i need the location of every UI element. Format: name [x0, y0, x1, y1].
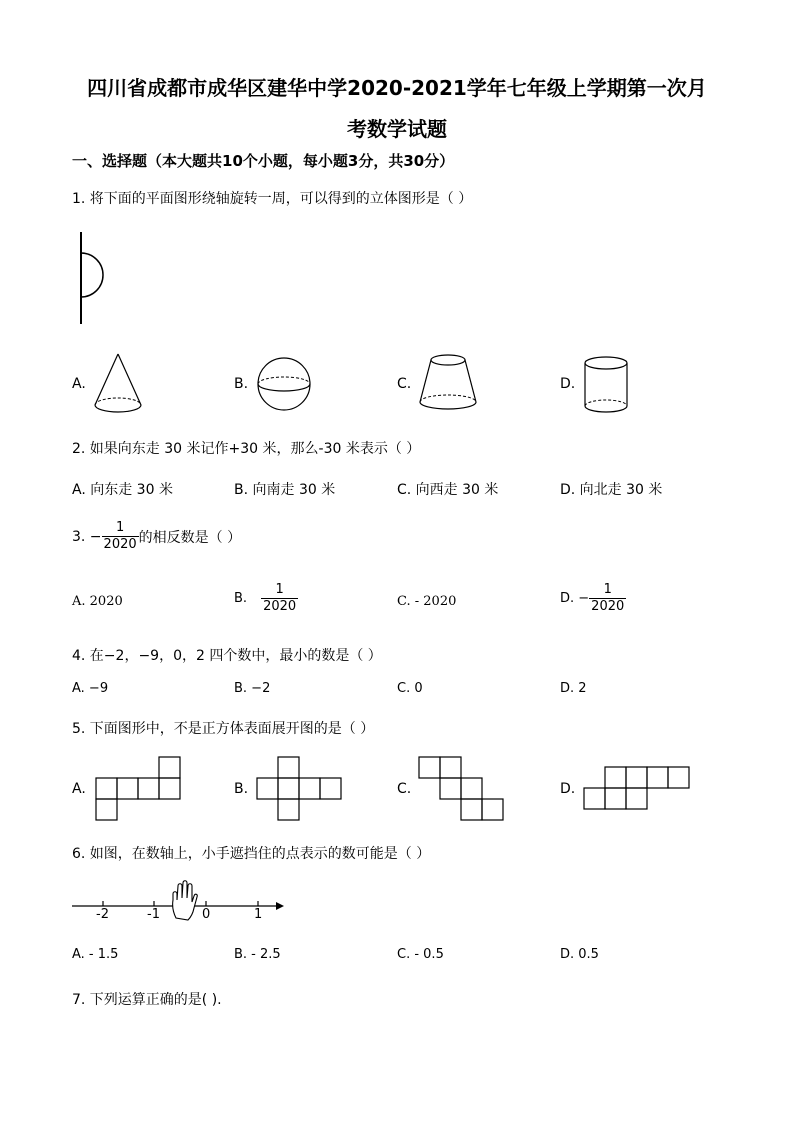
- q6-option-a[interactable]: A. - 1.5: [72, 947, 119, 962]
- question-3-stem: [72, 520, 241, 553]
- q3-option-d-numerator: 1: [603, 582, 612, 597]
- q3-stem-fraction: [102, 520, 139, 553]
- q4-option-a[interactable]: A. −9: [72, 681, 109, 696]
- axis-label-1: 1: [254, 907, 263, 922]
- q3-stem-prefix: 3. −: [72, 528, 102, 545]
- document-title-line1: 四川省成都市成华区建华中学2020-2021学年七年级上学期第一次月: [87, 76, 707, 100]
- q4-option-b[interactable]: B. −2: [234, 681, 271, 696]
- question-2-stem: 2. 如果向东走 30 米记作+30 米，那么-30 米表示（ ）: [72, 441, 421, 457]
- q5-option-a-label[interactable]: A.: [72, 781, 86, 797]
- q6-option-b[interactable]: B. - 2.5: [234, 947, 281, 962]
- q5-option-d-label[interactable]: D.: [560, 781, 576, 797]
- q3-stem-denominator: 2020: [103, 537, 137, 552]
- q2-option-c[interactable]: C. 向西走 30 米: [397, 482, 499, 498]
- hand-icon: [170, 880, 198, 924]
- question-4-stem: 4. 在−2，−9，0，2 四个数中，最小的数是（ ）: [72, 648, 382, 664]
- q3-stem-numerator: 1: [115, 520, 125, 535]
- axis-label-neg1: -1: [147, 907, 160, 922]
- q3-option-b-label: B.: [234, 591, 248, 606]
- q3-option-c[interactable]: C. - 2020: [397, 594, 457, 609]
- q3-option-b-numerator: 1: [275, 582, 284, 597]
- q5-net-b-figure: [256, 756, 346, 826]
- q3-option-b-fraction: [261, 582, 298, 615]
- q4-option-c[interactable]: C. 0: [397, 681, 423, 696]
- q2-option-a[interactable]: A. 向东走 30 米: [72, 482, 173, 498]
- cylinder-icon: [582, 354, 630, 416]
- q5-net-c-figure: [418, 756, 508, 826]
- q5-net-d-figure: [583, 766, 693, 816]
- q3-option-d[interactable]: [560, 582, 626, 615]
- frustum-icon: [417, 352, 479, 414]
- question-5-stem: 5. 下面图形中，不是正方体表面展开图的是（ ）: [72, 721, 375, 737]
- q6-option-d[interactable]: D. 0.5: [560, 947, 599, 962]
- q4-option-d[interactable]: D. 2: [560, 681, 587, 696]
- q1-axis-semicircle-figure: [75, 232, 115, 327]
- q5-option-c-label[interactable]: C.: [397, 781, 412, 797]
- q2-option-d[interactable]: D. 向北走 30 米: [560, 482, 663, 498]
- question-6-stem: 6. 如图，在数轴上，小手遮挡住的点表示的数可能是（ ）: [72, 846, 431, 862]
- q3-stem-suffix: 的相反数是（ ）: [138, 529, 242, 546]
- axis-label-0: 0: [202, 907, 211, 922]
- q1-option-c-label[interactable]: C.: [397, 376, 412, 392]
- q3-option-d-fraction: [589, 582, 626, 615]
- q3-option-b-denominator: 2020: [263, 599, 297, 614]
- q5-net-a-figure: [95, 756, 185, 826]
- q6-option-c[interactable]: C. - 0.5: [397, 947, 444, 962]
- axis-label-neg2: -2: [96, 907, 109, 922]
- document-title-line2: 考数学试题: [347, 117, 447, 141]
- q5-option-b-label[interactable]: B.: [234, 781, 249, 797]
- sphere-icon: [256, 356, 312, 412]
- q1-option-b-label[interactable]: B.: [234, 376, 249, 392]
- question-7-stem: 7. 下列运算正确的是( ).: [72, 992, 222, 1008]
- question-1-stem: 1. 将下面的平面图形绕轴旋转一周，可以得到的立体图形是（ ）: [72, 191, 473, 207]
- q3-option-a[interactable]: A. 2020: [72, 594, 123, 609]
- section-heading: 一、选择题（本大题共10个小题，每小题3分，共30分）: [72, 152, 455, 170]
- cone-icon: [92, 352, 144, 418]
- q3-option-d-label: D. −: [560, 591, 590, 606]
- q2-option-b[interactable]: B. 向南走 30 米: [234, 482, 336, 498]
- q1-option-d-label[interactable]: D.: [560, 376, 576, 392]
- q3-option-b[interactable]: [234, 582, 298, 615]
- q1-option-a-label[interactable]: A.: [72, 376, 86, 392]
- q3-option-d-denominator: 2020: [591, 599, 625, 614]
